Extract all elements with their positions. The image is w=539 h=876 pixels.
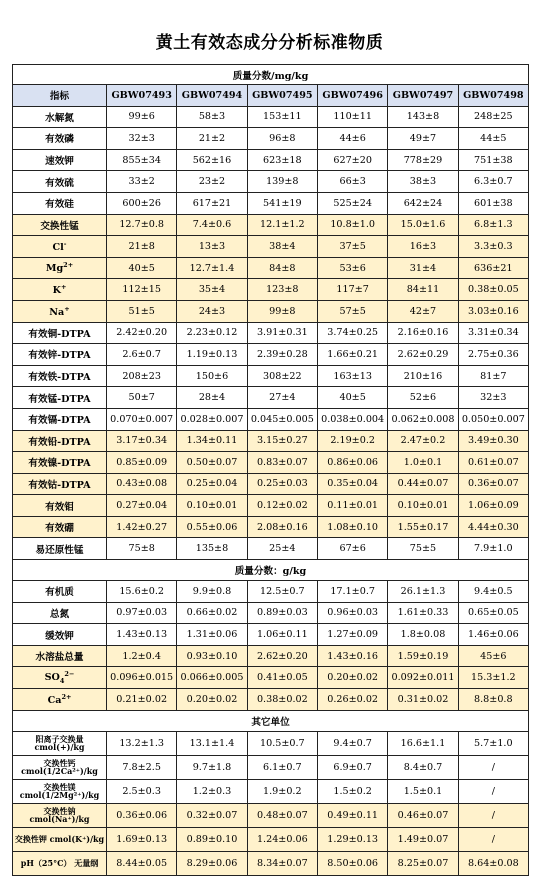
- value-cell: 99±8: [247, 300, 317, 322]
- value-cell: 208±23: [107, 365, 177, 387]
- value-cell: 35±4: [177, 279, 247, 301]
- table-row: [13, 408, 529, 430]
- section-title: 质量分数：g/kg: [13, 560, 529, 581]
- value-cell: 1.29±0.13: [317, 827, 387, 851]
- value-cell: 1.24±0.06: [247, 827, 317, 851]
- value-cell: 8.64±0.08: [458, 851, 528, 875]
- value-cell: 1.2±0.4: [107, 645, 177, 667]
- indicator-name: 有效硅: [13, 192, 107, 214]
- value-cell: 153±11: [247, 106, 317, 128]
- table-row: [13, 581, 529, 603]
- value-cell: 139±8: [247, 171, 317, 193]
- value-cell: 163±13: [317, 365, 387, 387]
- value-cell: 3.17±0.34: [107, 430, 177, 452]
- value-cell: 627±20: [317, 149, 387, 171]
- value-cell: 8.29±0.06: [177, 851, 247, 875]
- value-cell: 0.10±0.01: [388, 495, 458, 517]
- table-row: [13, 430, 529, 452]
- value-cell: 3.31±0.34: [458, 322, 528, 344]
- sample-header: GBW07498: [458, 85, 528, 107]
- indicator-name: 水解氮: [13, 106, 107, 128]
- table-row: [13, 257, 529, 279]
- value-cell: 7.4±0.6: [177, 214, 247, 236]
- value-cell: 2.19±0.2: [317, 430, 387, 452]
- column-header-row: [13, 85, 529, 107]
- value-cell: 10.8±1.0: [317, 214, 387, 236]
- indicator-name: $Ca^{2+}$: [13, 689, 107, 711]
- value-cell: 45±6: [458, 645, 528, 667]
- indicator-name: $SO_4^{2-}$: [13, 667, 107, 689]
- sample-header: GBW07496: [317, 85, 387, 107]
- value-cell: 23±2: [177, 171, 247, 193]
- value-cell: 75±5: [388, 538, 458, 560]
- value-cell: 0.83±0.07: [247, 452, 317, 474]
- value-cell: 8.50±0.06: [317, 851, 387, 875]
- value-cell: 855±34: [107, 149, 177, 171]
- value-cell: 2.62±0.29: [388, 344, 458, 366]
- value-cell: 13±3: [177, 236, 247, 258]
- section-header-row: [13, 65, 529, 85]
- value-cell: 2.39±0.28: [247, 344, 317, 366]
- value-cell: 143±8: [388, 106, 458, 128]
- indicator-name: 阳离子交换量 cmol(+)/kg: [13, 731, 107, 755]
- value-cell: 2.6±0.7: [107, 344, 177, 366]
- table-row: [13, 645, 529, 667]
- value-cell: 0.46±0.07: [388, 803, 458, 827]
- sample-header: GBW07497: [388, 85, 458, 107]
- value-cell: 3.15±0.27: [247, 430, 317, 452]
- value-cell: 3.3±0.3: [458, 236, 528, 258]
- indicator-name: 有效铜-DTPA: [13, 322, 107, 344]
- value-cell: 1.55±0.17: [388, 516, 458, 538]
- section-title: 其它单位: [13, 710, 529, 731]
- value-cell: 84±8: [247, 257, 317, 279]
- value-cell: 13.2±1.3: [107, 731, 177, 755]
- value-cell: 52±6: [388, 387, 458, 409]
- value-cell: 6.8±1.3: [458, 214, 528, 236]
- value-cell: 0.38±0.02: [247, 689, 317, 711]
- value-cell: 2.08±0.16: [247, 516, 317, 538]
- value-cell: 0.93±0.10: [177, 645, 247, 667]
- indicator-name: 有效钴-DTPA: [13, 473, 107, 495]
- value-cell: 617±21: [177, 192, 247, 214]
- table-row: [13, 755, 529, 779]
- table-row: [13, 300, 529, 322]
- value-cell: 623±18: [247, 149, 317, 171]
- value-cell: 0.096±0.015: [107, 667, 177, 689]
- value-cell: 0.12±0.02: [247, 495, 317, 517]
- table-row: [13, 689, 529, 711]
- table-row: [13, 192, 529, 214]
- value-cell: 26.1±1.3: [388, 581, 458, 603]
- value-cell: 12.7±0.8: [107, 214, 177, 236]
- value-cell: 51±5: [107, 300, 177, 322]
- value-cell: 636±21: [458, 257, 528, 279]
- indicator-name: 缓效钾: [13, 624, 107, 646]
- value-cell: 2.16±0.16: [388, 322, 458, 344]
- table-row: [13, 214, 529, 236]
- indicator-name: $Mg^{2+}$: [13, 257, 107, 279]
- value-cell: 525±24: [317, 192, 387, 214]
- table-row: [13, 624, 529, 646]
- value-cell: 9.4±0.7: [317, 731, 387, 755]
- indicator-name: 交换性钙 cmol(1/2Ca²⁺)/kg: [13, 755, 107, 779]
- value-cell: 9.4±0.5: [458, 581, 528, 603]
- value-cell: 642±24: [388, 192, 458, 214]
- value-cell: 0.11±0.01: [317, 495, 387, 517]
- value-cell: 1.34±0.11: [177, 430, 247, 452]
- value-cell: 3.74±0.25: [317, 322, 387, 344]
- table-row: [13, 779, 529, 803]
- value-cell: 15.3±1.2: [458, 667, 528, 689]
- value-cell: 0.43±0.08: [107, 473, 177, 495]
- table-row: [13, 538, 529, 560]
- value-cell: 16.6±1.1: [388, 731, 458, 755]
- value-cell: 601±38: [458, 192, 528, 214]
- value-cell: 40±5: [317, 387, 387, 409]
- value-cell: 21±2: [177, 128, 247, 150]
- indicator-name: K+: [13, 279, 107, 301]
- value-cell: 2.75±0.36: [458, 344, 528, 366]
- value-cell: 135±8: [177, 538, 247, 560]
- value-cell: 1.2±0.3: [177, 779, 247, 803]
- value-cell: 0.050±0.007: [458, 408, 528, 430]
- value-cell: 0.96±0.03: [317, 602, 387, 624]
- value-cell: 0.35±0.04: [317, 473, 387, 495]
- value-cell: 117±7: [317, 279, 387, 301]
- value-cell: 308±22: [247, 365, 317, 387]
- value-cell: 0.26±0.02: [317, 689, 387, 711]
- indicator-name: 易还原性锰: [13, 538, 107, 560]
- indicator-name: 交换性钠 cmol(Na⁺)/kg: [13, 803, 107, 827]
- value-cell: 1.42±0.27: [107, 516, 177, 538]
- value-cell: /: [458, 779, 528, 803]
- table-row: [13, 602, 529, 624]
- value-cell: 1.06±0.09: [458, 495, 528, 517]
- indicator-name: Na+: [13, 300, 107, 322]
- indicator-name: 有效硼: [13, 516, 107, 538]
- value-cell: 0.25±0.03: [247, 473, 317, 495]
- value-cell: 0.092±0.011: [388, 667, 458, 689]
- value-cell: /: [458, 827, 528, 851]
- value-cell: 1.9±0.2: [247, 779, 317, 803]
- value-cell: 75±8: [107, 538, 177, 560]
- value-cell: 0.97±0.03: [107, 602, 177, 624]
- sample-header: GBW07494: [177, 85, 247, 107]
- value-cell: 6.1±0.7: [247, 755, 317, 779]
- indicator-name: 有效锰-DTPA: [13, 387, 107, 409]
- indicator-name: 有效钼: [13, 495, 107, 517]
- value-cell: 1.06±0.11: [247, 624, 317, 646]
- indicator-name: 总氮: [13, 602, 107, 624]
- value-cell: 0.85±0.09: [107, 452, 177, 474]
- table-row: [13, 667, 529, 689]
- value-cell: 3.03±0.16: [458, 300, 528, 322]
- value-cell: 0.36±0.07: [458, 473, 528, 495]
- value-cell: 50±7: [107, 387, 177, 409]
- value-cell: 2.47±0.2: [388, 430, 458, 452]
- value-cell: 0.66±0.02: [177, 602, 247, 624]
- indicator-name: 交换性镁 cmol(1/2Mg²⁺)/kg: [13, 779, 107, 803]
- value-cell: 37±5: [317, 236, 387, 258]
- indicator-name: Cl-: [13, 236, 107, 258]
- value-cell: 600±26: [107, 192, 177, 214]
- value-cell: 0.062±0.008: [388, 408, 458, 430]
- indicator-name: 有效硫: [13, 171, 107, 193]
- value-cell: 10.5±0.7: [247, 731, 317, 755]
- value-cell: 1.19±0.13: [177, 344, 247, 366]
- value-cell: 0.65±0.05: [458, 602, 528, 624]
- value-cell: 150±6: [177, 365, 247, 387]
- table-body: [13, 65, 529, 876]
- value-cell: 778±29: [388, 149, 458, 171]
- indicator-name: 有效镍-DTPA: [13, 452, 107, 474]
- indicator-name: 速效钾: [13, 149, 107, 171]
- value-cell: 1.43±0.16: [317, 645, 387, 667]
- value-cell: 44±6: [317, 128, 387, 150]
- value-cell: 44±5: [458, 128, 528, 150]
- value-cell: 1.08±0.10: [317, 516, 387, 538]
- value-cell: 16±3: [388, 236, 458, 258]
- value-cell: 210±16: [388, 365, 458, 387]
- document-title: 黄土有效态成分分析标准物质: [155, 33, 384, 53]
- value-cell: 84±11: [388, 279, 458, 301]
- section-header-row: [13, 710, 529, 731]
- value-cell: 15.6±0.2: [107, 581, 177, 603]
- value-cell: 562±16: [177, 149, 247, 171]
- value-cell: 6.9±0.7: [317, 755, 387, 779]
- value-cell: 0.89±0.10: [177, 827, 247, 851]
- table-row: [13, 495, 529, 517]
- value-cell: 0.38±0.05: [458, 279, 528, 301]
- value-cell: 8.34±0.07: [247, 851, 317, 875]
- value-cell: 0.066±0.005: [177, 667, 247, 689]
- indicator-name: 交换性锰: [13, 214, 107, 236]
- value-cell: 53±6: [317, 257, 387, 279]
- indicator-name: 交换性钾 cmol(K⁺)/kg: [13, 827, 107, 851]
- table-row: [13, 827, 529, 851]
- value-cell: 38±4: [247, 236, 317, 258]
- sample-header: GBW07495: [247, 85, 317, 107]
- indicator-header: 指标: [13, 85, 107, 107]
- value-cell: 33±2: [107, 171, 177, 193]
- value-cell: 1.8±0.08: [388, 624, 458, 646]
- value-cell: 1.66±0.21: [317, 344, 387, 366]
- value-cell: 27±4: [247, 387, 317, 409]
- value-cell: 2.62±0.20: [247, 645, 317, 667]
- value-cell: 0.49±0.11: [317, 803, 387, 827]
- table-row: [13, 344, 529, 366]
- value-cell: 15.0±1.6: [388, 214, 458, 236]
- value-cell: 7.9±1.0: [458, 538, 528, 560]
- value-cell: 0.50±0.07: [177, 452, 247, 474]
- value-cell: 0.038±0.004: [317, 408, 387, 430]
- value-cell: 1.46±0.06: [458, 624, 528, 646]
- value-cell: 0.25±0.04: [177, 473, 247, 495]
- value-cell: 2.5±0.3: [107, 779, 177, 803]
- value-cell: 1.49±0.07: [388, 827, 458, 851]
- value-cell: 0.20±0.02: [317, 667, 387, 689]
- indicator-name: 有效磷: [13, 128, 107, 150]
- value-cell: 1.61±0.33: [388, 602, 458, 624]
- value-cell: 31±4: [388, 257, 458, 279]
- table-row: [13, 171, 529, 193]
- value-cell: 7.8±2.5: [107, 755, 177, 779]
- value-cell: 8.25±0.07: [388, 851, 458, 875]
- value-cell: 0.20±0.02: [177, 689, 247, 711]
- table-row: [13, 731, 529, 755]
- section-header-row: [13, 560, 529, 581]
- value-cell: 21±8: [107, 236, 177, 258]
- value-cell: 0.41±0.05: [247, 667, 317, 689]
- value-cell: 3.91±0.31: [247, 322, 317, 344]
- value-cell: 0.028±0.007: [177, 408, 247, 430]
- table-row: [13, 803, 529, 827]
- value-cell: 66±3: [317, 171, 387, 193]
- value-cell: 0.61±0.07: [458, 452, 528, 474]
- value-cell: 99±6: [107, 106, 177, 128]
- value-cell: 12.1±1.2: [247, 214, 317, 236]
- value-cell: 751±38: [458, 149, 528, 171]
- value-cell: 28±4: [177, 387, 247, 409]
- value-cell: 110±11: [317, 106, 387, 128]
- value-cell: 1.0±0.1: [388, 452, 458, 474]
- value-cell: 0.045±0.005: [247, 408, 317, 430]
- value-cell: 32±3: [458, 387, 528, 409]
- indicator-name: pH（25°C） 无量纲: [13, 851, 107, 875]
- value-cell: 0.27±0.04: [107, 495, 177, 517]
- value-cell: 1.31±0.06: [177, 624, 247, 646]
- value-cell: 17.1±0.7: [317, 581, 387, 603]
- value-cell: 96±8: [247, 128, 317, 150]
- reference-material-table: [12, 64, 529, 876]
- value-cell: 0.31±0.02: [388, 689, 458, 711]
- value-cell: 4.44±0.30: [458, 516, 528, 538]
- value-cell: 2.42±0.20: [107, 322, 177, 344]
- value-cell: 1.5±0.2: [317, 779, 387, 803]
- indicator-name: 有机质: [13, 581, 107, 603]
- value-cell: 12.5±0.7: [247, 581, 317, 603]
- value-cell: 541±19: [247, 192, 317, 214]
- indicator-name: 水溶盐总量: [13, 645, 107, 667]
- value-cell: 0.10±0.01: [177, 495, 247, 517]
- value-cell: 0.48±0.07: [247, 803, 317, 827]
- value-cell: 0.070±0.007: [107, 408, 177, 430]
- section-title: 质量分数/mg/kg: [13, 65, 529, 85]
- value-cell: 57±5: [317, 300, 387, 322]
- value-cell: 49±7: [388, 128, 458, 150]
- value-cell: 12.7±1.4: [177, 257, 247, 279]
- value-cell: 1.59±0.19: [388, 645, 458, 667]
- value-cell: 0.36±0.06: [107, 803, 177, 827]
- value-cell: 0.21±0.02: [107, 689, 177, 711]
- table-row: [13, 365, 529, 387]
- table-row: [13, 106, 529, 128]
- value-cell: 40±5: [107, 257, 177, 279]
- value-cell: 2.23±0.12: [177, 322, 247, 344]
- table-row: [13, 387, 529, 409]
- value-cell: 1.43±0.13: [107, 624, 177, 646]
- value-cell: 13.1±1.4: [177, 731, 247, 755]
- value-cell: 123±8: [247, 279, 317, 301]
- value-cell: 24±3: [177, 300, 247, 322]
- value-cell: 1.27±0.09: [317, 624, 387, 646]
- table-row: [13, 322, 529, 344]
- value-cell: 8.44±0.05: [107, 851, 177, 875]
- value-cell: 6.3±0.7: [458, 171, 528, 193]
- table-row: [13, 851, 529, 875]
- value-cell: 0.55±0.06: [177, 516, 247, 538]
- value-cell: 8.8±0.8: [458, 689, 528, 711]
- value-cell: 32±3: [107, 128, 177, 150]
- value-cell: 112±15: [107, 279, 177, 301]
- value-cell: 1.69±0.13: [107, 827, 177, 851]
- value-cell: 248±25: [458, 106, 528, 128]
- value-cell: 0.89±0.03: [247, 602, 317, 624]
- table-row: [13, 149, 529, 171]
- value-cell: 0.44±0.07: [388, 473, 458, 495]
- table-row: [13, 279, 529, 301]
- value-cell: 25±4: [247, 538, 317, 560]
- table-row: [13, 128, 529, 150]
- indicator-name: 有效镉-DTPA: [13, 408, 107, 430]
- value-cell: 1.5±0.1: [388, 779, 458, 803]
- value-cell: 9.7±1.8: [177, 755, 247, 779]
- table-row: [13, 516, 529, 538]
- value-cell: 42±7: [388, 300, 458, 322]
- indicator-name: 有效铅-DTPA: [13, 430, 107, 452]
- sample-header: GBW07493: [107, 85, 177, 107]
- value-cell: 3.49±0.30: [458, 430, 528, 452]
- value-cell: 9.9±0.8: [177, 581, 247, 603]
- value-cell: /: [458, 755, 528, 779]
- value-cell: 67±6: [317, 538, 387, 560]
- value-cell: 5.7±1.0: [458, 731, 528, 755]
- value-cell: 0.86±0.06: [317, 452, 387, 474]
- table-row: [13, 473, 529, 495]
- value-cell: 0.32±0.07: [177, 803, 247, 827]
- value-cell: /: [458, 803, 528, 827]
- table-row: [13, 452, 529, 474]
- value-cell: 8.4±0.7: [388, 755, 458, 779]
- indicator-name: 有效铁-DTPA: [13, 365, 107, 387]
- table-row: [13, 236, 529, 258]
- indicator-name: 有效锌-DTPA: [13, 344, 107, 366]
- value-cell: 58±3: [177, 106, 247, 128]
- value-cell: 81±7: [458, 365, 528, 387]
- value-cell: 38±3: [388, 171, 458, 193]
